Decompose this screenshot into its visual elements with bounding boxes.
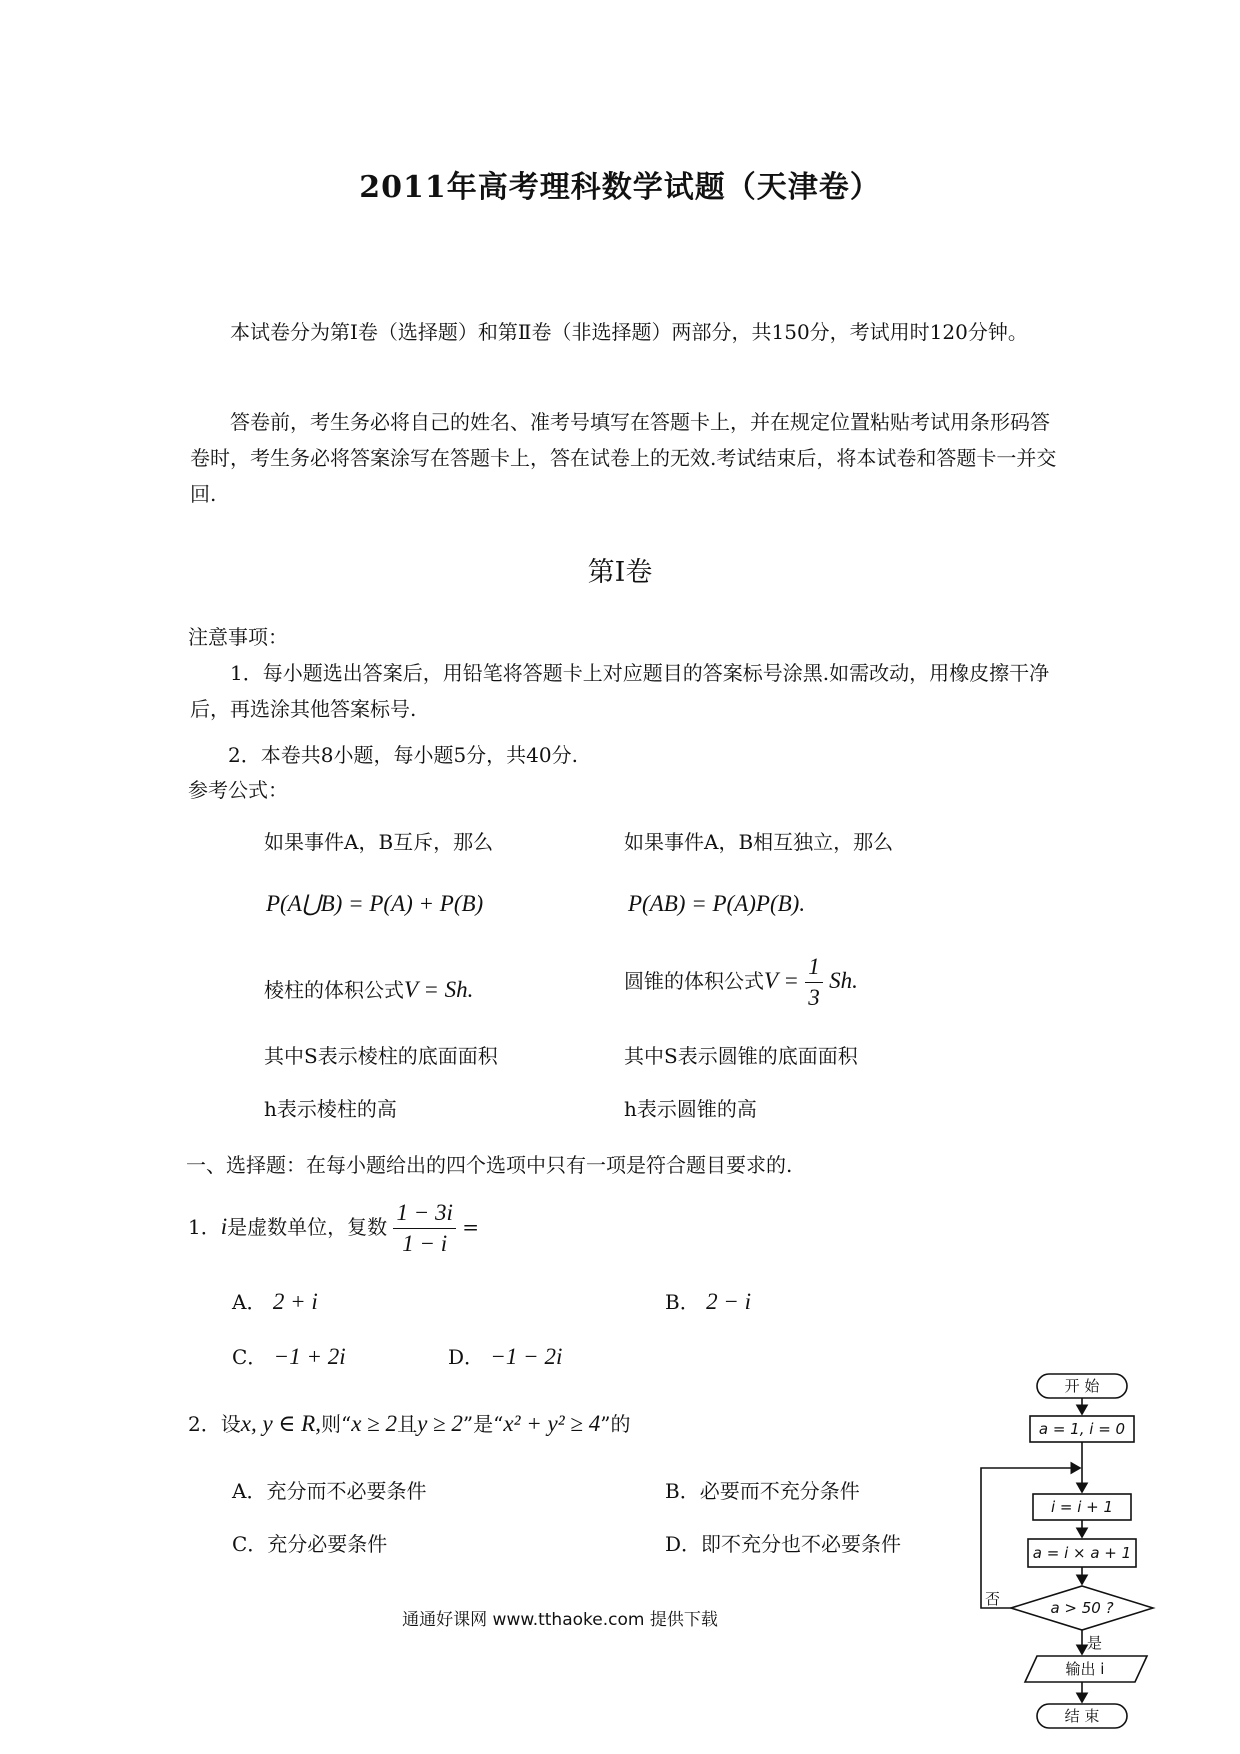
formula-left-5: h表示棱柱的高	[264, 1097, 397, 1121]
formula-right-3-math-pre: V =	[764, 968, 799, 993]
formula-right-2: P(AB) = P(A)P(B).	[628, 891, 806, 916]
flowchart-loop-arrow	[981, 1468, 1080, 1608]
section-title: 第Ⅰ卷	[587, 557, 653, 588]
q1-option-c-value: −1 + 2i	[273, 1344, 346, 1369]
q1-option-b-label: B．	[665, 1290, 700, 1314]
q1-option-d-value: −1 − 2i	[490, 1344, 563, 1369]
formula-left-4: 其中S表示棱柱的底面面积	[264, 1044, 498, 1068]
notes-item-2: 2．本卷共8小题，每小题5分，共40分.	[228, 743, 578, 767]
flowchart-end-label: 结 束	[1064, 1707, 1100, 1725]
formula-right-3-text: 圆锥的体积公式	[624, 969, 764, 993]
formula-right-3	[624, 952, 858, 1013]
flowchart-output-label: 输出 i	[1065, 1660, 1105, 1678]
q2-option-b: B．必要而不充分条件	[665, 1479, 860, 1503]
formula-right-4: 其中S表示圆锥的底面面积	[624, 1044, 858, 1068]
q1-fraction-numerator: 1 − 3i	[393, 1198, 455, 1229]
q1-option-c-label: C．	[232, 1345, 268, 1369]
flowchart-start-label: 开 始	[1064, 1377, 1100, 1395]
q2-option-d: D．即不充分也不必要条件	[665, 1532, 902, 1556]
q1-option-c	[232, 1341, 346, 1370]
q1-fraction	[393, 1198, 455, 1259]
q2-t2: 则“	[320, 1412, 352, 1436]
formula-right-3-math-post: Sh.	[829, 968, 858, 993]
q2-number: 2．	[188, 1412, 221, 1436]
q2-m3: y ≥ 2	[417, 1411, 463, 1436]
footer-text: 通通好课网 www.tthaoke.com 提供下载	[402, 1610, 718, 1630]
fraction-numerator: 1	[805, 952, 823, 983]
q1-option-a	[232, 1286, 318, 1315]
formula-right-1: 如果事件A，B相互独立，那么	[624, 830, 894, 854]
q1-text: 是虚数单位，复数	[227, 1215, 388, 1239]
q2-t1: 设	[220, 1412, 241, 1436]
q1-number: 1．	[188, 1215, 221, 1239]
formula-left-3-text: 棱柱的体积公式	[264, 978, 404, 1002]
flowchart-yes-label: 是	[1087, 1634, 1103, 1652]
fraction-denominator: 3	[808, 985, 820, 1010]
q2-t5: ”的	[600, 1412, 631, 1436]
q2-t3: 且	[397, 1412, 418, 1436]
q1-option-a-value: 2 + i	[272, 1289, 318, 1314]
formula-left-2: P(A⋃B) = P(A) + P(B)	[266, 891, 484, 916]
q2-m1: x, y ∈ R,	[240, 1411, 321, 1436]
formula-right-3-fraction	[805, 952, 823, 1013]
q2-option-c: C．充分必要条件	[232, 1532, 388, 1556]
q2-option-a: A．充分而不必要条件	[232, 1479, 427, 1503]
q1-fraction-denominator: 1 − i	[402, 1231, 448, 1256]
q1-option-d-label: D．	[448, 1345, 485, 1369]
intro-paragraph-1: 本试卷分为第Ⅰ卷（选择题）和第Ⅱ卷（非选择题）两部分，共150分，考试用时120分钟。	[230, 320, 1028, 344]
q2-m2: x ≥ 2	[351, 1411, 398, 1436]
formulas-heading: 参考公式：	[188, 778, 288, 802]
notes-item-1: 1．每小题选出答案后，用铅笔将答题卡上对应题目的答案标号涂黑.如需改动，用橡皮擦干净后，再选涂其他答案标号.	[190, 661, 1050, 721]
page-title: 2011年高考理科数学试题（天津卷）	[359, 170, 881, 205]
question-1	[188, 1198, 479, 1259]
q1-option-b	[665, 1286, 751, 1315]
q1-option-d	[448, 1341, 562, 1370]
flowchart	[975, 1368, 1180, 1752]
flowchart-init-label: a = 1, i = 0	[1038, 1420, 1126, 1438]
q1-var-i: i	[220, 1214, 228, 1239]
formula-left-3-math: V = Sh.	[404, 977, 474, 1002]
formula-right-5: h表示圆锥的高	[624, 1097, 757, 1121]
q1-option-a-label: A．	[232, 1290, 267, 1314]
q2-m4: x² + y² ≥ 4	[503, 1411, 601, 1436]
part1-heading: 一、选择题：在每小题给出的四个选项中只有一项是符合题目要求的.	[186, 1153, 793, 1177]
q1-equals: =	[462, 1215, 480, 1239]
flowchart-step2-label: a = i × a + 1	[1032, 1544, 1132, 1562]
formula-left-1: 如果事件A，B互斥，那么	[264, 830, 494, 854]
intro-paragraph-2: 答卷前，考生务必将自己的姓名、准考号填写在答题卡上，并在规定位置粘贴考试用条形码答卷时，考生务必将答案涂写在答题卡上，答在试卷上的无效.考试结束后，将本试卷和答题卡一并交回.	[190, 410, 1057, 506]
notes-heading: 注意事项：	[188, 625, 288, 649]
q2-t4: ”是“	[462, 1412, 504, 1436]
flowchart-condition-label: a > 50 ?	[1050, 1599, 1114, 1617]
q1-option-b-value: 2 − i	[706, 1289, 751, 1314]
question-2	[188, 1408, 630, 1437]
flowchart-step1-label: i = i + 1	[1050, 1498, 1114, 1516]
flowchart-no-label: 否	[985, 1590, 1001, 1608]
formula-left-3	[264, 974, 473, 1003]
